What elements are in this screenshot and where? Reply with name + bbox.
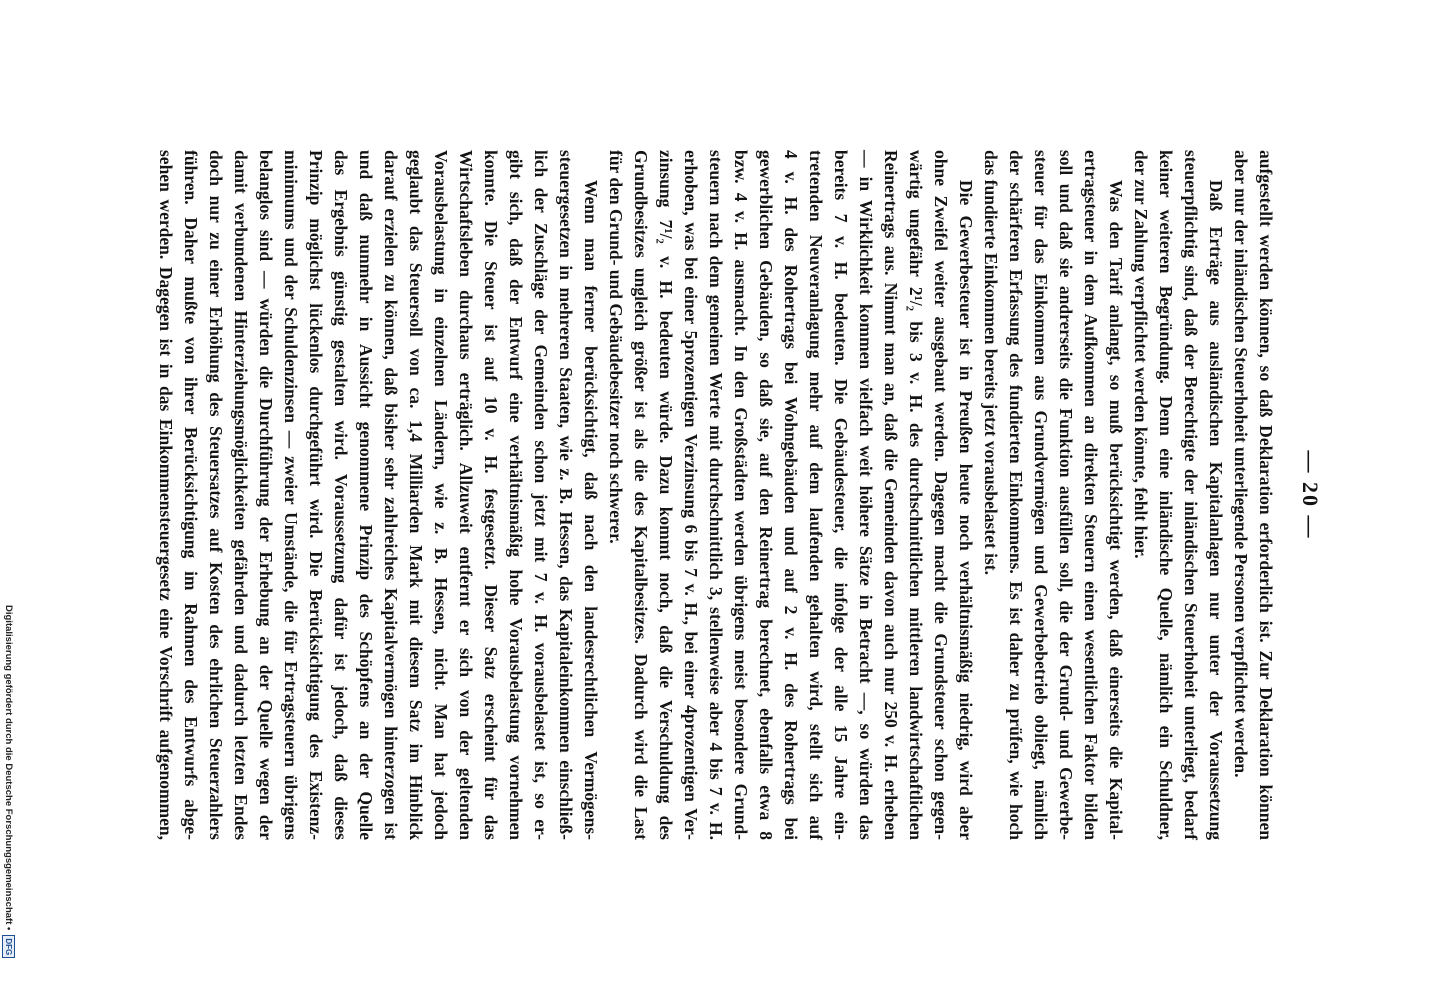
text-line: damit verbundenen Hinterziehungsmöglichkeiten gefährden und dadurch letzten Endes	[231, 150, 251, 840]
text-line: steuergesetzen in mehreren Staaten, wie z. B. Hessen, das Kapitaleinkommen einschließ-	[556, 150, 576, 840]
text-line: ohne Zweifel weiter ausgebaut werden. Dagegen macht die Grundsteuer schon gegen-	[931, 150, 951, 840]
text-line: Grundbesitzes ungleich größer ist als die des Kapitalbesitzes. Dadurch wird die Last	[631, 150, 651, 840]
text-line: lich der Zuschläge der Gemeinden schon jetzt mit 7 v. H. vorausbelastet ist, so er-	[531, 150, 551, 840]
paragraph	[1128, 150, 1228, 840]
text-line: darauf erzielen zu können, daß bisher sehr zahlreiches Kapitalvermögen hinterzogen ist	[381, 150, 401, 840]
text-line: das fundierte Einkommen bereits jetzt vorausbelastet ist.	[981, 150, 1001, 575]
text-line: Reinertrags aus. Nimmt man an, daß die Gemeinden davon auch nur 250 v. H. erheben	[881, 150, 901, 840]
page-number: — 20 —	[1298, 450, 1323, 540]
text-line: steuern nach dem gemeinen Werte mit durchschnittlich 3, stellenweise aber 4 bis 7 v. H.	[706, 150, 726, 840]
text-line: wärtig ungefähr 2¹/₂ bis 3 v. H. des durchschnittlichen mittleren landwirtschaftlichen	[906, 150, 926, 840]
text-line: führen. Daher mußte von ihrer Berücksichtigung im Rahmen des Entwurfs abge-	[181, 150, 201, 840]
paragraph	[978, 150, 1128, 840]
text-line: geglaubt das Steuersoll von ca. 1,4 Milliarden Mark mit diesem Satz im Hinblick	[406, 150, 426, 840]
text-line: sehen werden. Dagegen ist in das Einkommensteuergesetz eine Vorschrift aufgenommen,	[156, 150, 176, 840]
text-line: belanglos sind — würden die Durchführung der Erhebung an der Quelle wegen der	[256, 150, 276, 840]
text-line: bereits 7 v. H. bedeuten. Die Gebäudesteuer, die infolge der alle 15 Jahre ein-	[831, 150, 851, 840]
text-line: konnte. Die Steuer ist auf 10 v. H. festgesetzt. Dieser Satz erscheint für das	[481, 150, 501, 840]
text-line: für den Grund- und Gebäudebesitzer noch schwerer.	[606, 150, 626, 544]
text-line: der schärferen Erfassung des fundierten Einkommens. Es ist daher zu prüfen, wie hoch	[1006, 150, 1026, 840]
paragraph	[603, 150, 978, 840]
document-page	[153, 150, 1330, 840]
text-line: gewerblichen Gebäuden, so daß sie, auf den Reinertrag berechnet, ebenfalls etwa 8	[756, 150, 776, 840]
text-line: minimums und der Schuldenzinsen — zweier Umstände, die für Ertragsteuern übrigens	[281, 150, 301, 840]
text-line: Daß Erträge aus ausländischen Kapitalanlagen nur unter der Voraussetzung	[1206, 180, 1226, 840]
text-line: Wenn man ferner berücksichtigt, daß nach den landesrechtlichen Vermögens-	[581, 180, 601, 840]
text-line: keiner weiteren Begründung. Denn eine inländische Quelle, nämlich ein Schuldner,	[1156, 150, 1176, 840]
text-line: doch nur zu einer Erhöhung des Steuersatzes auf Kosten des ehrlichen Steuerzahlers	[206, 150, 226, 840]
text-line: erhoben, was bei einer 5prozentigen Verzinsung 6 bis 7 v. H., bei einer 4prozentigen Ver-	[681, 150, 701, 840]
text-line: Vorausbelastung in einzelnen Ländern, wie z. B. Hessen, nicht. Man hat jedoch	[431, 150, 451, 840]
text-line: aber nur der inländischen Steuerhoheit unterliegende Personen verpflichtet werden.	[1231, 150, 1251, 778]
paragraph	[153, 150, 603, 840]
text-line: aufgestellt werden können, so daß Deklaration erforderlich ist. Zur Deklaration können	[1256, 150, 1276, 840]
text-line: Die Gewerbesteuer ist in Preußen heute noch verhältnismäßig niedrig, wird aber	[956, 180, 976, 840]
text-line: Prinzip möglichst lückenlos durchgeführt wird. Die Berücksichtigung des Existenz-	[306, 150, 326, 840]
text-line: das Ergebnis günstig gestalten wird. Voraussetzung dafür ist jedoch, daß dieses	[331, 150, 351, 840]
text-line: — in Wirklichkeit kommen vielfach weit höhere Sätze in Betracht —, so würden das	[856, 150, 876, 840]
text-line: Was den Tarif anlangt, so muß berücksichtigt werden, daß einerseits die Kapital-	[1106, 180, 1126, 840]
text-line: und daß nunmehr in Aussicht genommene Prinzip des Schöpfens an der Quelle	[356, 150, 376, 840]
text-line: steuerpflichtig sind, daß der Berechtigte der inländischen Steuerhoheit unterliegt, bedarf	[1181, 150, 1201, 840]
text-line: zinsung 7¹/₂ v. H. bedeuten würde. Dazu kommt noch, daß die Verschuldung des	[656, 150, 676, 840]
credit-text: Digitalisierung gefördert durch die Deutsche Forschungsgemeinschaft •	[3, 605, 14, 931]
text-line: bzw. 4 v. H. ausmacht. In den Großstädten werden übrigens meist besondere Grund-	[731, 150, 751, 840]
text-line: 4 v. H. des Rohertrags bei Wohngebäuden und auf 2 v. H. des Rohertrags bei	[781, 150, 801, 840]
text-line: tretenden Neuveranlagung mehr auf dem laufenden gehalten wird, stellt sich auf	[806, 150, 826, 840]
text-line: steuer für das Einkommen aus Grundvermögen und Gewerbebetrieb obliegt, nämlich	[1031, 150, 1051, 840]
dfg-logo: DFG	[2, 935, 15, 958]
text-line: der zur Zahlung verpflichtet werden könnte, fehlt hier.	[1131, 150, 1151, 559]
text-line: gibt sich, daß der Entwurf eine verhältnismäßig hohe Vorausbelastung vornehmen	[506, 150, 526, 840]
text-line: soll und daß sie andrerseits die Funktion ausfüllen soll, die der Grund- und Gewerbe-	[1056, 150, 1076, 840]
text-line: Wirtschaftsleben durchaus erträglich. Allzuweit entfernt er sich von der geltenden	[456, 150, 476, 840]
paragraph	[1228, 150, 1278, 840]
text-line: ertragsteuer in dem Aufkommen an direkten Steuern einen wesentlichen Faktor bilden	[1081, 150, 1101, 840]
digitization-credit	[2, 605, 15, 995]
